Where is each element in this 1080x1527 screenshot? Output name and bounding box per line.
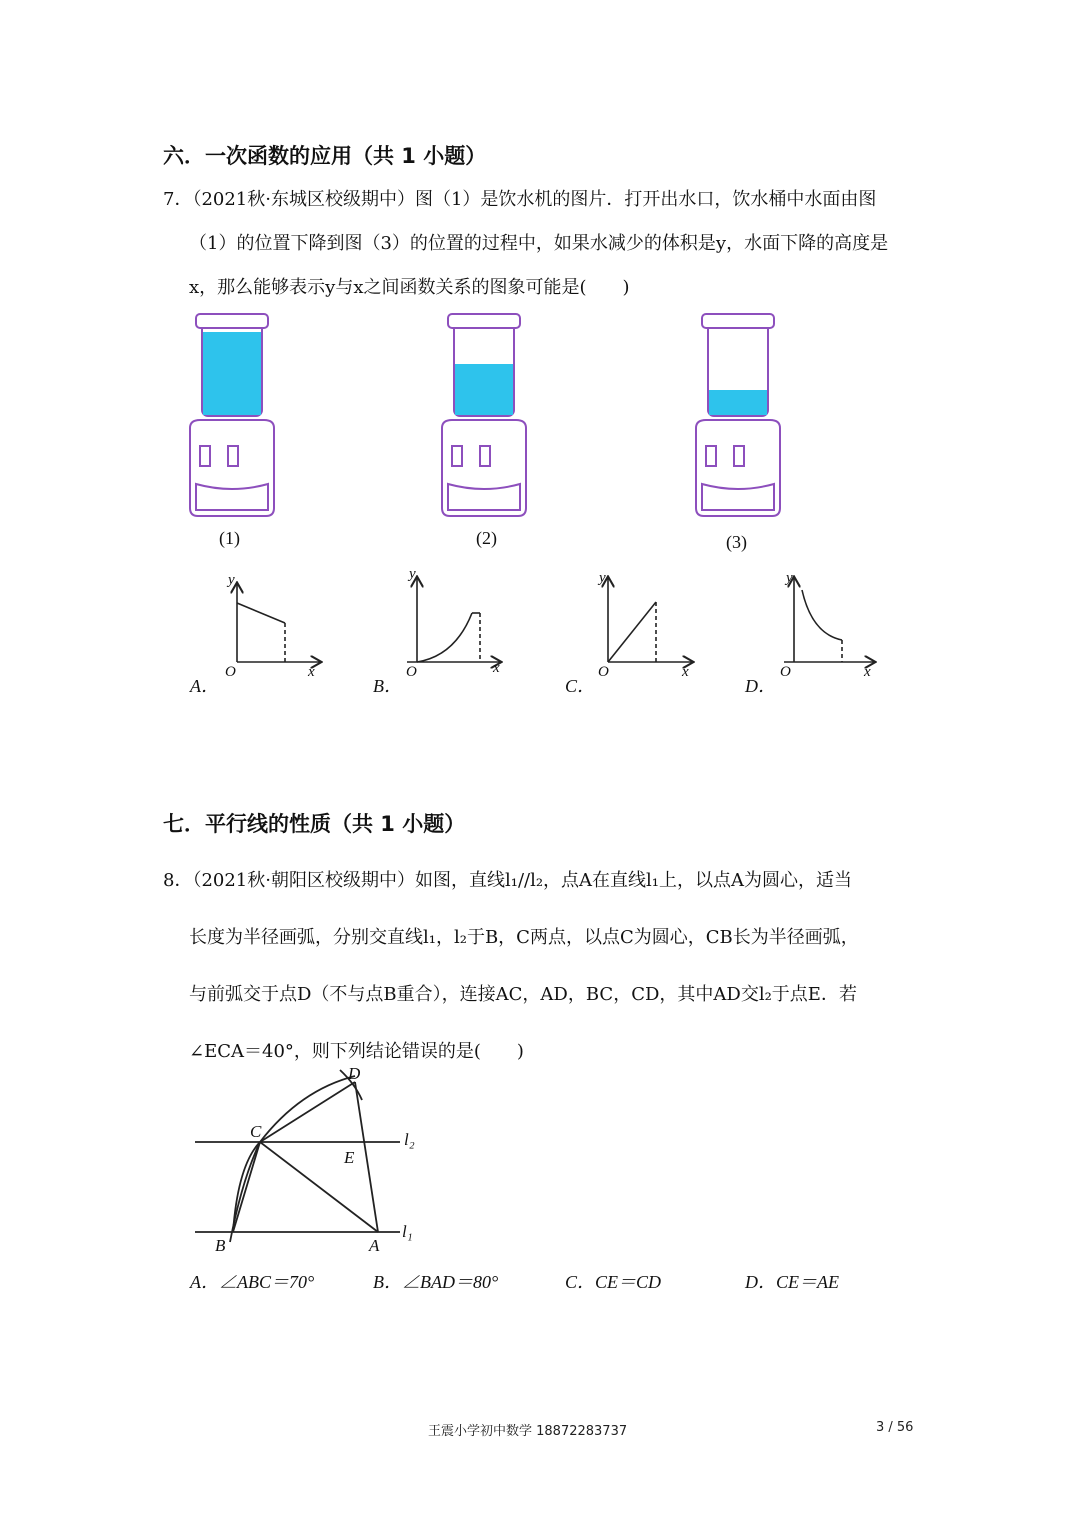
section-7-heading: 七．平行线的性质（共 1 小题） — [163, 812, 466, 836]
q8-line-1: 8．（2021秋·朝阳区校级期中）如图，直线l₁//l₂，点A在直线l₁上，以点A为圆心，适当 — [163, 870, 853, 891]
option-b-label: B． — [373, 676, 402, 696]
footer-author: 王震小学初中数学 18872283737 — [428, 1424, 628, 1439]
graph-a — [237, 584, 320, 662]
q7-line-1: 7．（2021秋·东城区校级期中）图（1）是饮水机的图片．打开出水口，饮水桶中水面由图 — [163, 189, 877, 210]
point-c-label: C — [250, 1122, 262, 1141]
segment-ad — [355, 1082, 378, 1232]
point-b-label: B — [215, 1236, 226, 1255]
function-graph-options — [180, 568, 900, 698]
footer-page-number: 3 / 56 — [876, 1420, 914, 1435]
water-dispenser-1 — [190, 314, 274, 516]
point-d-label: D — [348, 1064, 361, 1083]
graph-a-y-label: y — [228, 572, 235, 588]
water-dispenser-2 — [442, 314, 526, 516]
graph-b-origin-label: O — [406, 664, 417, 680]
graph-c — [608, 578, 692, 662]
graph-c-y-label: y — [599, 570, 606, 586]
figure-caption-1: (1) — [219, 528, 240, 548]
q8-option-c: C．CE＝CD — [565, 1272, 662, 1292]
segment-cd — [260, 1082, 355, 1142]
q7-line-3: x，那么能够表示y与x之间函数关系的图象可能是( ) — [189, 277, 630, 298]
graph-b — [407, 578, 500, 662]
graph-d — [784, 578, 874, 662]
q8-line-4: ∠ECA＝40°，则下列结论错误的是( ) — [189, 1041, 524, 1062]
water-dispenser-3 — [696, 314, 780, 516]
figure-caption-2: (2) — [476, 528, 497, 548]
line-l1-label: l₁ — [402, 1222, 413, 1241]
question-7-text — [163, 178, 923, 310]
figure-caption-3: (3) — [726, 532, 747, 552]
graph-b-x-label: x — [493, 660, 500, 676]
q7-line-2: （1）的位置下降到图（3）的位置的过程中，如果水减少的体积是y，水面下降的高度是 — [189, 233, 889, 254]
q8-option-b: B．∠BAD＝80° — [373, 1272, 499, 1292]
segment-cb — [233, 1142, 260, 1232]
line-l2-label: l₂ — [404, 1130, 415, 1149]
graph-c-x-label: x — [682, 664, 689, 680]
section-6-heading: 六．一次函数的应用（共 1 小题） — [163, 144, 487, 168]
graph-d-x-label: x — [864, 664, 871, 680]
graph-a-origin-label: O — [225, 664, 236, 680]
point-a-label: A — [369, 1236, 380, 1255]
question-8-text — [163, 852, 923, 1080]
q8-option-d: D．CE＝AE — [745, 1272, 839, 1292]
option-a-label: A． — [190, 676, 219, 696]
graph-b-y-label: y — [409, 566, 416, 582]
graph-a-x-label: x — [308, 664, 315, 680]
option-d-label: D． — [745, 676, 776, 696]
segment-ca — [260, 1142, 378, 1232]
graph-d-origin-label: O — [780, 664, 791, 680]
graph-c-origin-label: O — [598, 664, 609, 680]
water-dispenser-figures — [180, 310, 800, 525]
point-e-label: E — [344, 1148, 355, 1167]
q8-option-a: A．∠ABC＝70° — [190, 1272, 315, 1292]
graph-d-y-label: y — [786, 570, 793, 586]
q8-line-2: 长度为半径画弧，分别交直线l₁，l₂于B，C两点，以点C为圆心，CB长为半径画弧， — [189, 927, 859, 948]
q8-line-3: 与前弧交于点D（不与点B重合），连接AC，AD，BC，CD，其中AD交l₂于点E．若 — [189, 984, 857, 1005]
option-c-label: C． — [565, 676, 596, 696]
arc-from-a — [233, 1076, 355, 1232]
